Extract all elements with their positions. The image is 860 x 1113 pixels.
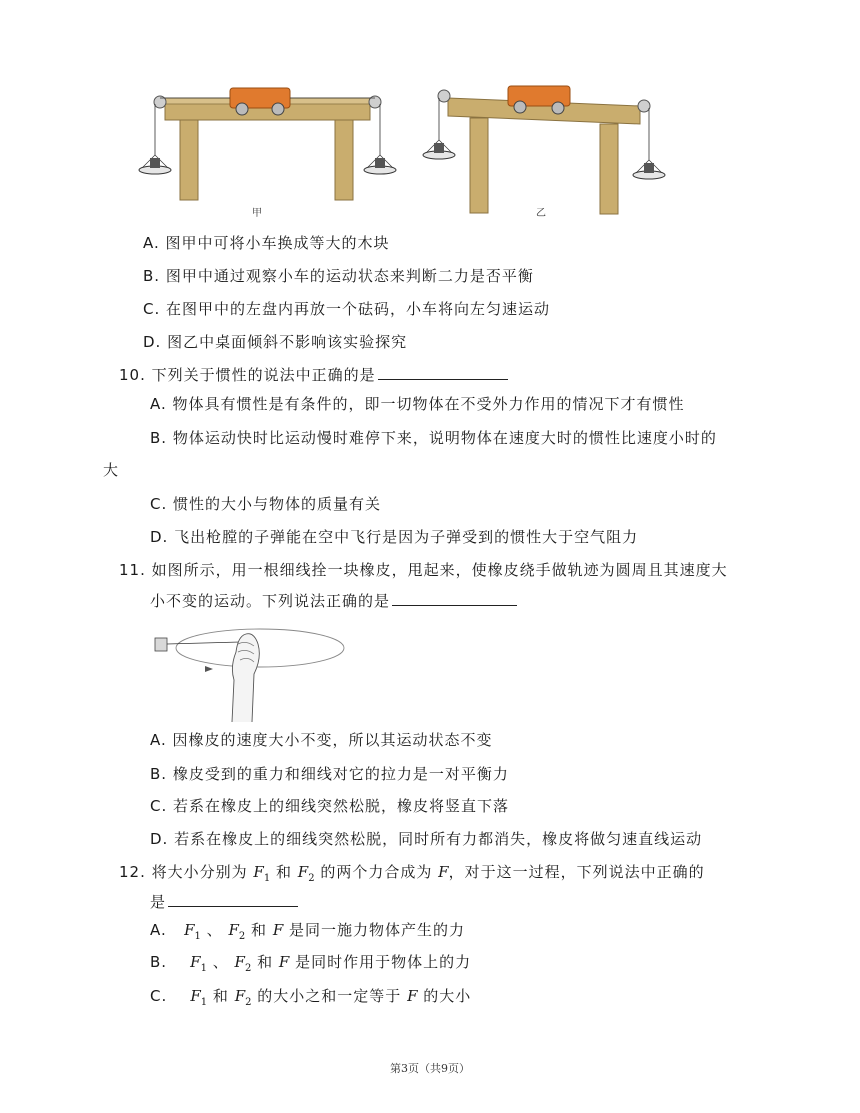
q10-option-d: D. 飞出枪膛的子弹能在空中飞行是因为子弹受到的惯性大于空气阻力 [150, 528, 639, 546]
table-jia [139, 88, 396, 200]
q11-stem-line2-text: 小不变的运动。下列说法正确的是 [150, 592, 391, 610]
symbol-f1: $F_1$ [190, 987, 208, 1008]
symbol-f1: $F_1$ [190, 953, 207, 974]
q10-stem [119, 365, 508, 385]
q12-stem-line1 [119, 862, 705, 889]
q9-option-c: C. 在图甲中的左盘内再放一个砝码，小车将向左匀速运动 [143, 300, 551, 318]
q9-option-b: B. 图甲中通过观察小车的运动状态来判断二力是否平衡 [143, 267, 534, 285]
answer-blank [378, 365, 508, 380]
table-yi [423, 86, 665, 214]
q11-option-a: A. 因橡皮的速度大小不变，所以其运动状态不变 [150, 731, 493, 749]
symbol-f1: $F_1$ [253, 863, 271, 884]
q12-option-c: C. $F_1$ 和 $F_2$ 的大小之和一定等于 F 的大小 [150, 987, 472, 1008]
q12-stem-line2 [150, 892, 298, 912]
symbol-f2: $F_2$ [228, 921, 246, 942]
figure-caption-yi: 乙 [536, 208, 546, 219]
conj-and: 和 [275, 863, 292, 881]
answer-blank [168, 892, 298, 907]
q12-stem-a: 12. 将大小分别为 [119, 863, 248, 881]
q12-stem-c: ，对于这一过程，下列说法中正确的 [448, 863, 705, 881]
q11-option-b: B. 橡皮受到的重力和细线对它的拉力是一对平衡力 [150, 765, 509, 783]
q9-option-d: D. 图乙中桌面倾斜不影响该实验探究 [143, 333, 408, 351]
q12-stem-b: 的两个力合成为 [320, 863, 433, 881]
symbol-f: F [278, 953, 290, 971]
answer-blank [392, 591, 517, 606]
symbol-f: F [407, 987, 418, 1005]
two-force-balance-figure [130, 80, 670, 220]
q12-option-b: B. $F_1$ 、 $F_2$ 和 F 是同时作用于物体上的力 [150, 953, 472, 974]
q11-stem-line2 [150, 591, 517, 611]
symbol-f1: $F_1$ [184, 921, 201, 942]
q10-option-a: A. 物体具有惯性是有条件的，即一切物体在不受外力作用的情况下才有惯性 [150, 395, 685, 413]
q9-option-a: A. 图甲中可将小车换成等大的木块 [143, 234, 390, 252]
symbol-f2: $F_2$ [297, 863, 315, 884]
symbol-f2: $F_2$ [234, 953, 252, 974]
symbol-f2: $F_2$ [234, 987, 252, 1008]
symbol-f: F [438, 863, 449, 881]
symbol-f: F [272, 921, 284, 939]
page-number-footer: 第3页（共9页） [390, 1062, 470, 1075]
q12-stem-line2-text: 是 [150, 893, 167, 911]
q10-option-b-wrap: 大 [103, 461, 120, 479]
eraser-circular-motion-figure [150, 622, 350, 726]
q10-option-b: B. 物体运动快时比运动慢时难停下来，说明物体在速度大时的惯性比速度小时的 [150, 429, 717, 447]
q10-option-c: C. 惯性的大小与物体的质量有关 [150, 495, 382, 513]
figure-caption-jia: 甲 [252, 208, 262, 219]
q11-option-d: D. 若系在橡皮上的细线突然松脱，同时所有力都消失，橡皮将做匀速直线运动 [150, 830, 703, 848]
q11-option-c: C. 若系在橡皮上的细线突然松脱，橡皮将竖直下落 [150, 797, 510, 815]
q11-stem-line1: 11. 如图所示，用一根细线拴一块橡皮，甩起来，使橡皮绕手做轨迹为圆周且其速度大 [119, 561, 728, 579]
q10-stem-text: 10. 下列关于惯性的说法中正确的是 [119, 366, 376, 384]
q12-option-a: A. $F_1$ 、 $F_2$ 和 F 是同一施力物体产生的力 [150, 921, 466, 942]
